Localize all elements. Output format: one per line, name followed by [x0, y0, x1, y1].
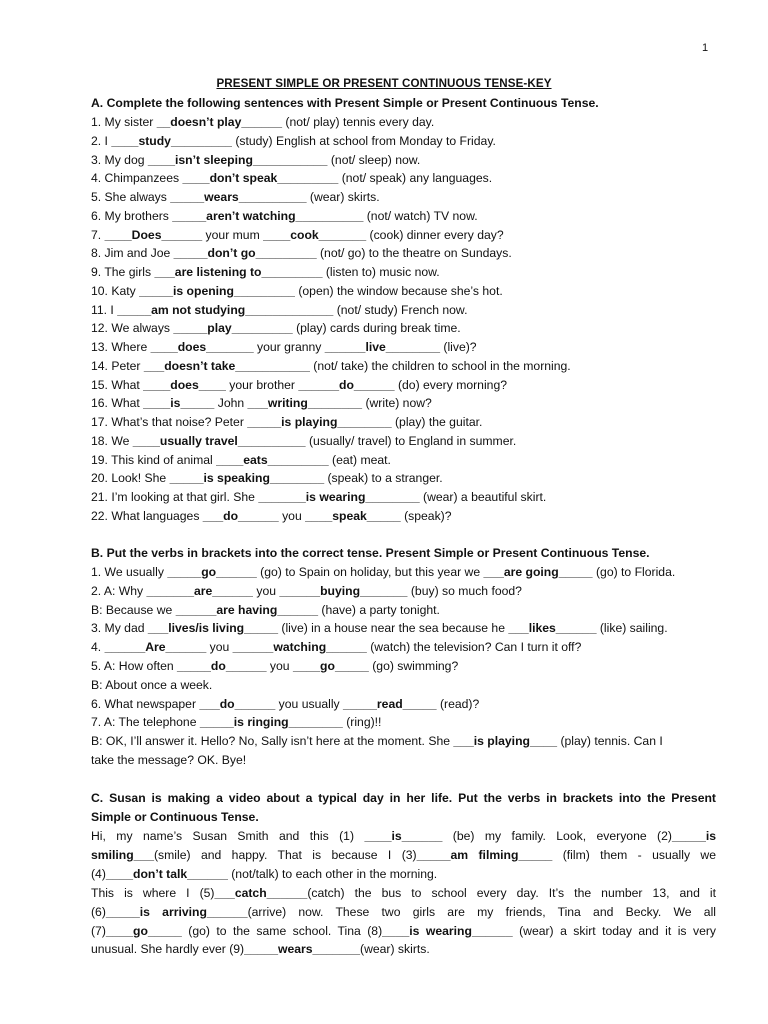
sentence-text: take the message? OK. Bye! — [91, 753, 247, 767]
answer-text: ____speak_____ — [305, 508, 401, 523]
sentence-text: (not/talk) to each other in the morning. — [227, 866, 438, 881]
section-a-item-11 — [91, 302, 716, 318]
answer-text: _____am filming_____ — [416, 847, 553, 862]
sentence-text: 4. Chimpanzees — [91, 171, 183, 186]
answer-text: ____eats_________ — [216, 452, 329, 467]
sentence-text: (not/ go) to the theatre on Sundays. — [316, 246, 512, 261]
sentence-text: (go) to Spain on holiday, but this year we — [256, 565, 484, 579]
sentence-text: Hi, my name’s Susan Smith and this (1) — [91, 829, 365, 843]
sentence-text: (catch) the bus to school every day. It’s the number 13, and it — [307, 885, 716, 900]
sentence-text: (wear) a skirt today and it is very — [512, 923, 717, 938]
section-c-heading-line-1: C. Susan is making a video about a typical day in her life. Put the verbs in brackets into the Present — [91, 791, 716, 805]
sentence-text: 18. We — [91, 433, 133, 448]
answer-text: ___are listening to_________ — [154, 265, 323, 279]
sentence-text: (have) a party tonight. — [318, 602, 440, 617]
sentence-text: (ring)!! — [342, 715, 382, 730]
sentence-text: (live) in a house near the sea because he — [278, 621, 509, 636]
sentence-text: your mum — [202, 227, 264, 242]
section-a-item-4 — [91, 170, 716, 186]
sentence-text: (wear) skirts. — [360, 942, 430, 957]
section-a-item-5 — [91, 189, 716, 205]
section-c-heading-line-2: Simple or Continuous Tense. — [91, 810, 259, 824]
sentence-text: 20. Look! She — [91, 471, 170, 486]
answer-text: _____play_________ — [173, 321, 293, 336]
sentence-text: 4. — [91, 640, 105, 655]
sentence-text: (open) the window because she’s hot. — [294, 283, 503, 298]
sentence-text: 3. My dad — [91, 621, 148, 636]
section-a-item-19 — [91, 452, 716, 468]
answer-text: ____is_____ — [143, 396, 215, 411]
sentence-text: (buy) so much food? — [407, 583, 522, 598]
section-a-item-13 — [91, 339, 716, 355]
sentence-text: you — [278, 508, 306, 523]
sentence-text: you usually — [275, 696, 344, 711]
section-b-item-4 — [91, 620, 716, 636]
sentence-text: 17. What’s that noise? Peter — [91, 415, 248, 429]
sentence-text: 7. — [91, 227, 105, 242]
section-a-item-3 — [91, 152, 716, 168]
answer-text: ___are going_____ — [483, 565, 593, 579]
section-b-item-5 — [91, 639, 716, 655]
section-b-item-10 — [91, 733, 716, 749]
sentence-text: 15. What — [91, 377, 144, 392]
section-a-item-12 — [91, 320, 716, 336]
sentence-text: 16. What — [91, 396, 144, 411]
answer-text: ____cook_______ — [263, 227, 367, 242]
sentence-text: you — [266, 659, 293, 673]
section-a-item-17 — [91, 414, 716, 430]
sentence-text: 6. My brothers — [91, 208, 173, 223]
answer-text: _____wears__________ — [170, 190, 307, 204]
section-a-item-22 — [91, 508, 716, 524]
sentence-text: (do) every morning? — [394, 377, 508, 392]
answer-text: ___is playing____ — [453, 734, 558, 749]
sentence-text: you — [206, 640, 233, 655]
section-b-item-9 — [91, 714, 716, 730]
answer-text: ______Are______ — [104, 640, 207, 655]
answer-text: _____is — [671, 829, 717, 843]
sentence-text: (6) — [91, 904, 106, 919]
section-b-item-11 — [91, 752, 716, 768]
sentence-text: (read)? — [436, 696, 480, 711]
answer-text: ____is wearing______ — [382, 923, 513, 938]
section-c-line-1 — [91, 828, 716, 844]
answer-text: ____go_____ — [105, 923, 182, 938]
sentence-text: (speak)? — [400, 508, 452, 523]
sentence-text: (speak) to a stranger. — [324, 471, 443, 486]
sentence-text: your brother — [225, 377, 299, 392]
section-b-item-7 — [91, 677, 716, 693]
sentence-text: unusual. She hardly ever (9) — [91, 942, 245, 957]
sentence-text: (go) swimming? — [368, 659, 459, 673]
answer-text: _____is speaking________ — [169, 471, 325, 486]
answer-text: ______live________ — [324, 340, 441, 354]
worksheet-title: PRESENT SIMPLE OR PRESENT CONTINUOUS TENSE-KEY — [216, 77, 552, 90]
sentence-text: B: About once a week. — [91, 677, 213, 692]
answer-text: ___do______ — [199, 696, 276, 711]
sentence-text: (like) sailing. — [596, 621, 668, 636]
sentence-text: (wear) skirts. — [306, 190, 380, 204]
sentence-text: 2. I — [91, 133, 112, 148]
sentence-text: 14. Peter — [91, 358, 144, 373]
sentence-text: 11. I — [91, 302, 118, 317]
section-a-item-2 — [91, 133, 716, 149]
sentence-text: (go) to the same school. Tina (8) — [181, 923, 383, 938]
section-a-item-6 — [91, 208, 716, 224]
answer-text: _____wears_______ — [244, 942, 361, 957]
sentence-text: (not/ speak) any languages. — [338, 171, 493, 186]
sentence-text: 22. What languages — [91, 508, 203, 523]
sentence-text: (study) English at school from Monday to Friday. — [231, 133, 496, 148]
answer-text: _____is ringing________ — [199, 715, 343, 730]
answer-text: _______are______ — [146, 583, 253, 598]
answer-text: _____go______ — [167, 565, 257, 579]
answer-text: _____is opening_________ — [139, 283, 295, 298]
answer-text: ____usually travel__________ — [132, 433, 306, 448]
sentence-text: you — [252, 583, 280, 598]
section-b-item-1 — [91, 564, 716, 580]
answer-text: ______buying_______ — [279, 583, 408, 598]
section-a-item-7 — [91, 227, 716, 243]
sentence-text: (7) — [91, 923, 106, 938]
section-a-item-14 — [91, 358, 716, 374]
sentence-text: 2. A: Why — [91, 583, 147, 598]
sentence-text: (listen to) music now. — [322, 265, 440, 279]
section-c-line-2 — [91, 847, 716, 863]
section-a-item-18 — [91, 433, 716, 449]
answer-text: ______do______ — [298, 377, 395, 392]
sentence-text: (usually/ travel) to England in summer. — [305, 433, 517, 448]
sentence-text: 13. Where — [91, 340, 151, 354]
sentence-text: B: OK, I’ll answer it. Hello? No, Sally isn’t here at the moment. She — [91, 734, 454, 749]
answer-text: _____read_____ — [343, 696, 437, 711]
answer-text: smiling___ — [91, 847, 154, 862]
answer-text: ____don’t speak_________ — [182, 171, 339, 186]
answer-text: ___writing________ — [247, 396, 363, 411]
sentence-text: (play) tennis. Can I — [557, 734, 663, 749]
sentence-text: (film) them - usually we — [552, 847, 717, 862]
answer-text: _____is playing________ — [247, 415, 392, 429]
answer-text: _____do______ — [177, 659, 267, 673]
answer-text: _____is arriving______ — [105, 904, 248, 919]
section-a-item-20 — [91, 470, 716, 486]
answer-text: ____study_________ — [111, 133, 232, 148]
answer-text: ____isn’t sleeping___________ — [147, 152, 328, 167]
sentence-text: 21. I’m looking at that girl. She — [91, 490, 259, 504]
answer-text: _____am not studying_____________ — [117, 302, 334, 317]
sentence-text: your granny — [253, 340, 325, 354]
sentence-text: (smile) and happy. That is because I (3) — [154, 847, 417, 862]
sentence-text: (cook) dinner every day? — [366, 227, 504, 242]
answer-text: ____don’t talk______ — [105, 866, 228, 881]
answer-text: ____is______ — [364, 829, 443, 843]
section-c-line-6 — [91, 923, 716, 939]
section-a-item-15 — [91, 377, 716, 393]
answer-text: ___likes______ — [508, 621, 597, 636]
section-c-line-4 — [91, 885, 716, 901]
sentence-text: 9. The girls — [91, 265, 155, 279]
answer-text: ____does____ — [143, 377, 226, 392]
sentence-text: (write) now? — [362, 396, 432, 411]
sentence-text: (arrive) now. These two girls are my friends, Tina and Becky. We all — [247, 904, 716, 919]
sentence-text: (play) the guitar. — [391, 415, 483, 429]
answer-text: _____don’t go_________ — [173, 246, 317, 261]
section-b-heading: B. Put the verbs in brackets into the correct tense. Present Simple or Present Continuous Tense. — [91, 546, 650, 560]
sentence-text: 7. A: The telephone — [91, 715, 200, 730]
sentence-text: 8. Jim and Joe — [91, 246, 174, 261]
sentence-text: 10. Katy — [91, 283, 140, 298]
section-c-line-5 — [91, 904, 716, 920]
sentence-text: (not/ study) French now. — [333, 302, 468, 317]
answer-text: ____Does______ — [104, 227, 203, 242]
section-c-line-3 — [91, 866, 716, 882]
sentence-text: 12. We always — [91, 321, 174, 336]
sentence-text: (not/ sleep) now. — [327, 152, 421, 167]
sentence-text: (wear) a beautiful skirt. — [419, 490, 547, 504]
sentence-text: 6. What newspaper — [91, 696, 200, 711]
sentence-text: 5. A: How often — [91, 659, 178, 673]
section-a-heading: A. Complete the following sentences with Present Simple or Present Continuous Tense. — [91, 96, 599, 110]
section-b-item-6 — [91, 658, 716, 674]
section-a-item-10 — [91, 283, 716, 299]
section-b-item-8 — [91, 696, 716, 712]
section-c-line-7 — [91, 941, 716, 957]
sentence-text: 1. We usually — [91, 565, 168, 579]
answer-text: ____go_____ — [292, 659, 369, 673]
section-a-item-16 — [91, 395, 716, 411]
sentence-text: 1. My sister — [91, 115, 157, 129]
page-number: 1 — [702, 42, 709, 54]
sentence-text: (watch) the television? Can I turn it off? — [366, 640, 582, 655]
sentence-text: John — [214, 396, 248, 411]
answer-text: __doesn’t play______ — [156, 115, 283, 129]
answer-text: ___catch______ — [214, 885, 308, 900]
section-a-item-8 — [91, 245, 716, 261]
sentence-text: (go) to Florida. — [592, 565, 676, 579]
sentence-text: This is where I (5) — [91, 885, 215, 900]
section-b-item-2 — [91, 583, 716, 599]
sentence-text: (not/ play) tennis every day. — [282, 115, 435, 129]
sentence-text: (live)? — [440, 340, 477, 354]
answer-text: _____aren’t watching__________ — [172, 208, 364, 223]
section-b-item-3 — [91, 602, 716, 618]
sentence-text: (4) — [91, 866, 106, 881]
sentence-text: (eat) meat. — [328, 452, 391, 467]
section-a-item-21 — [91, 489, 716, 505]
sentence-text: B: Because we — [91, 602, 176, 617]
sentence-text: (be) my family. Look, everyone (2) — [442, 829, 672, 843]
sentence-text: (not/ take) the children to school in the morning. — [309, 358, 571, 373]
sentence-text: 5. She always — [91, 190, 171, 204]
answer-text: ______watching______ — [232, 640, 367, 655]
sentence-text: 3. My dog — [91, 152, 148, 167]
answer-text: ___lives/is living_____ — [147, 621, 278, 636]
section-a-item-1 — [91, 114, 716, 130]
answer-text: ____does_______ — [150, 340, 254, 354]
section-a-item-9 — [91, 264, 716, 280]
answer-text: ______are having______ — [175, 602, 318, 617]
sentence-text: (not/ watch) TV now. — [363, 208, 478, 223]
answer-text: ___doesn’t take___________ — [143, 358, 310, 373]
answer-text: ___do______ — [202, 508, 279, 523]
sentence-text: (play) cards during break time. — [292, 321, 461, 336]
sentence-text: 19. This kind of animal — [91, 452, 217, 467]
answer-text: _______is wearing________ — [258, 490, 420, 504]
